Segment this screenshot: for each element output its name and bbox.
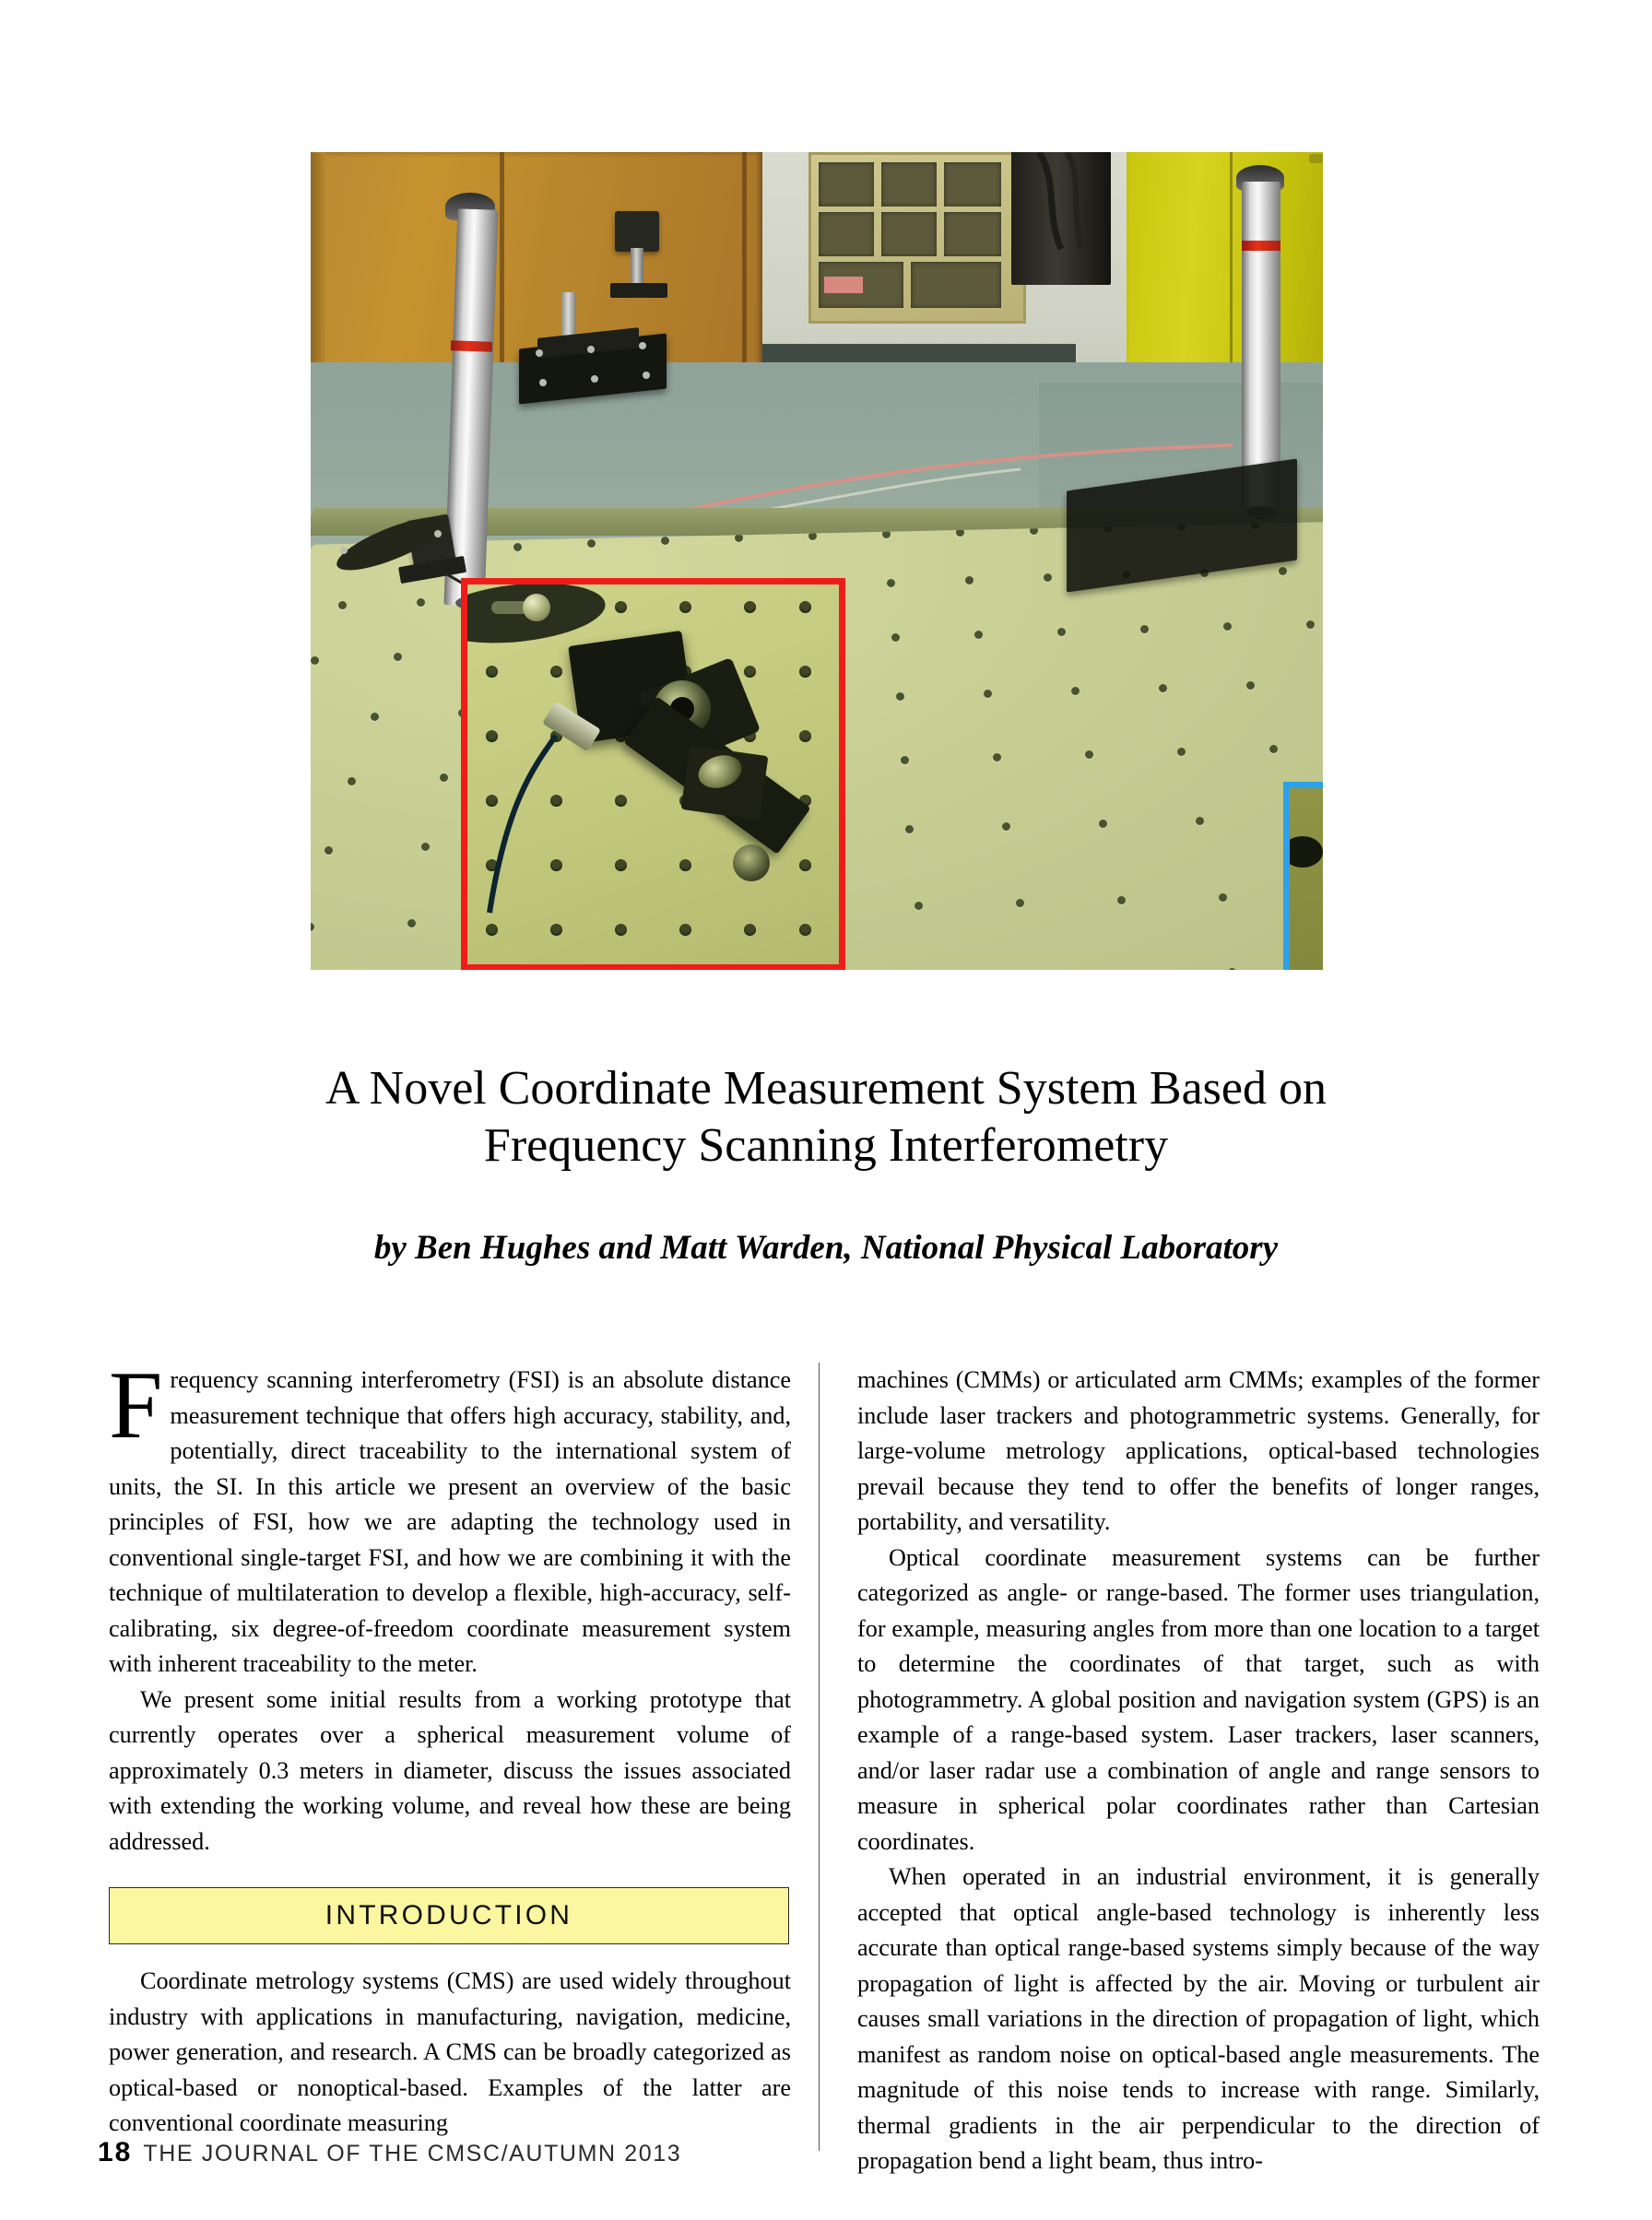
adjuster-screw (733, 844, 770, 881)
photo-scene (311, 152, 1323, 970)
journal-line: THE JOURNAL OF THE CMSC/AUTUMN 2013 (143, 2141, 682, 2167)
paragraph-optical-categories: Optical coordinate measurement systems can be further categorized as angle- or range-based. The former uses triangulation, for example, measuring angles from more than one location to a target to determine the coordinates of that target, such as with photogrammetry. A global position and navigation system (GPS) is an example of a range-based system. Laser trackers, laser scanners, and/or laser radar use a combination of angle and range sensors to measure in spherical polar coordinates rather than Cartesian coordinates. (857, 1543, 1540, 1855)
inset-blue-background (1290, 788, 1323, 970)
wall-skirting (762, 344, 1076, 364)
inset-red-body (467, 585, 839, 964)
title-line-2: Frequency Scanning Interferometry (483, 1119, 1169, 1172)
title-line-1: A Novel Coordinate Measurement System Based on (324, 1062, 1328, 1115)
shelf-rack (808, 152, 1026, 324)
drop-cap: F (109, 1351, 163, 1458)
paragraph-industrial: When operated in an industrial environment, it is generally accepted that optical angle-based technology is inherently less accurate than optical range-based systems simply because of the way propagation of light is affected by the air. Moving or turbulent air causes small variations in the direction of propagation of light, which manifest as random noise on optical-based angle measurements. The magnitude of this noise tends to increase with range. Similarly, thermal gradients in the air perpendicular to the direction of propagation bend a light beam, thus intro- (857, 1863, 1540, 2174)
optical-post (631, 248, 643, 287)
article-byline: by Ben Hughes and Matt Warden, National Physical Laboratory (373, 1229, 1279, 1267)
inset-blue-body (1290, 788, 1323, 970)
door-seam (742, 152, 747, 373)
rack-cell (944, 212, 1001, 256)
pillar-band (451, 340, 492, 352)
left-column-continued (109, 1964, 791, 2142)
lab-photograph (311, 152, 1323, 970)
paragraph-cms: Coordinate metrology systems (CMS) are used widely throughout industry with applications in manufacturing, navigation, medicine, power generation, and research. A CMS can be broadly categorized as optical-based or nonoptical-based. Examples of the latter are conventional coordinate measuring (109, 1967, 791, 2136)
door-edge (311, 152, 325, 383)
article-title (129, 1060, 1523, 1175)
rack-cell (881, 212, 937, 256)
rack-cell (819, 212, 874, 256)
fiber-cable (467, 732, 587, 916)
left-column (109, 1351, 791, 1860)
inset-blue-retroreflector (1283, 782, 1323, 970)
rack-cell (911, 262, 1001, 308)
rack-cell (881, 162, 937, 207)
paragraph-text: requency scanning interferometry (FSI) is an absolute distance measurement technique that offers high accuracy, stability, and, potentially, direct traceability to the international system of units, the SI. In this article we present an overview of the basic principles of FSI, how we are adapting the technology used in conventional single-target FSI, and how we are combining it with the technique of multilateration to develop a flexible, high-accuracy, self-calibrating, six degree-of-freedom coordinate measurement system with inherent traceability to the meter. (109, 1366, 791, 1677)
hanging-cables (1030, 152, 1140, 254)
page-footer (98, 2137, 681, 2168)
page-number: 18 (98, 2137, 133, 2167)
rack-cell (819, 162, 874, 207)
screw-head (523, 594, 550, 621)
door-seam (500, 152, 504, 390)
rack-cell (944, 162, 1001, 207)
inset-red-optical-mount (461, 578, 845, 970)
section-heading-label: INTRODUCTION (324, 1900, 573, 1931)
pillar-band (1242, 241, 1280, 251)
column-divider (819, 1363, 820, 2151)
paragraph-intro-1 (109, 1351, 791, 1683)
optical-base (610, 283, 667, 298)
paragraph-intro-2: We present some initial results from a working prototype that currently operates over a spherical measurement volume of approximately 0.3 meters in diameter, discuss the issues associated with extending the working volume, and reveal how these are being addressed. (109, 1685, 791, 1855)
section-heading-box (109, 1887, 789, 1944)
cabinet-handle (1309, 154, 1323, 163)
right-column (857, 1363, 1540, 2179)
optical-component (615, 211, 659, 252)
paragraph-cmm: machines (CMMs) or articulated arm CMMs; examples of the former include laser trackers and photogrammetric systems. Generally, for large-volume metrology applications, optical-based technologies prevail because they tend to offer the benefits of longer ranges, portability, and versatility. (857, 1366, 1540, 1535)
rack-label (824, 277, 863, 293)
